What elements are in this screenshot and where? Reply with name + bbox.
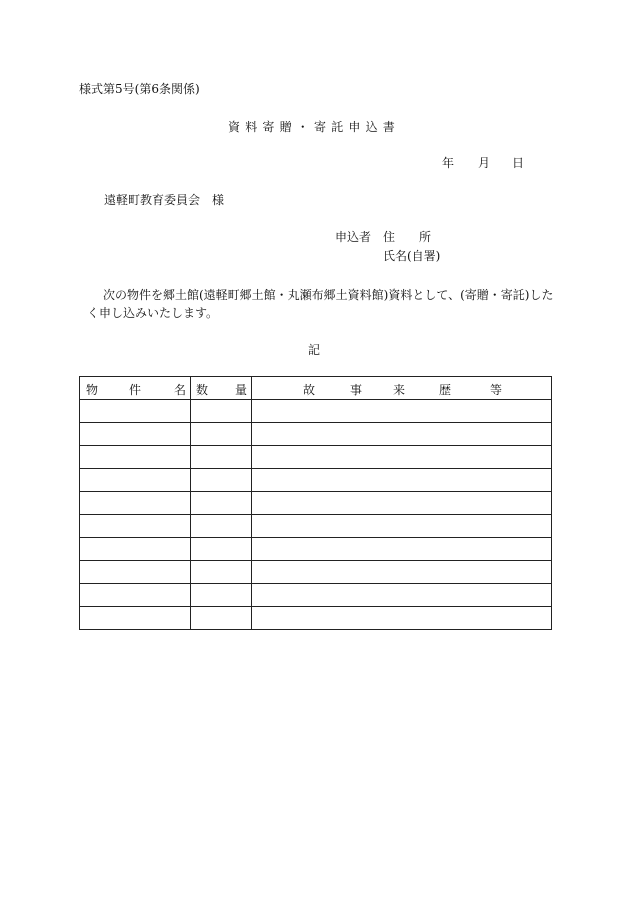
quantity-cell[interactable] <box>191 515 252 538</box>
header-item-char: 名 <box>174 383 187 397</box>
header-quantity-char: 数 <box>196 383 209 397</box>
item-name-cell[interactable] <box>80 561 191 584</box>
table-row <box>80 492 552 515</box>
address-label: 住 所 <box>383 230 438 244</box>
quantity-cell[interactable] <box>191 561 252 584</box>
table-header-row <box>80 377 552 400</box>
history-cell[interactable] <box>252 400 552 423</box>
quantity-cell[interactable] <box>191 492 252 515</box>
donation-items-table <box>79 376 552 630</box>
table-row <box>80 515 552 538</box>
item-name-cell[interactable] <box>80 515 191 538</box>
history-cell[interactable] <box>252 584 552 607</box>
header-quantity <box>191 377 252 400</box>
item-name-cell[interactable] <box>80 400 191 423</box>
item-name-cell[interactable] <box>80 607 191 630</box>
header-history-char: 事 <box>350 383 363 397</box>
table-row <box>80 469 552 492</box>
history-cell[interactable] <box>252 515 552 538</box>
application-statement: 次の物件を郷土館(遠軽町郷土館・丸瀬布郷土資料館)資料として、(寄贈・寄託)したく申し込みいたします。 <box>87 288 554 320</box>
recipient: 遠軽町教育委員会 様 <box>104 193 225 207</box>
date-year-label: 年 <box>442 156 455 170</box>
table-row <box>80 584 552 607</box>
table-row <box>80 538 552 561</box>
quantity-cell[interactable] <box>191 423 252 446</box>
table-row <box>80 446 552 469</box>
document-title: 資料寄贈・寄託申込書 <box>228 120 401 134</box>
item-name-cell[interactable] <box>80 423 191 446</box>
applicant-label: 申込者 <box>335 230 372 244</box>
header-quantity-char: 量 <box>235 383 248 397</box>
history-cell[interactable] <box>252 607 552 630</box>
header-item-char: 件 <box>129 383 142 397</box>
header-history <box>252 377 552 400</box>
header-item-name <box>80 377 191 400</box>
header-history-char: 等 <box>490 383 503 397</box>
ki-heading: 記 <box>308 343 321 357</box>
header-history-char: 歴 <box>439 383 452 397</box>
table-row <box>80 400 552 423</box>
header-item-char: 物 <box>86 383 99 397</box>
name-label: 氏名(自署) <box>383 249 441 263</box>
date-day-label: 日 <box>512 156 525 170</box>
quantity-cell[interactable] <box>191 584 252 607</box>
quantity-cell[interactable] <box>191 469 252 492</box>
history-cell[interactable] <box>252 538 552 561</box>
history-cell[interactable] <box>252 469 552 492</box>
item-name-cell[interactable] <box>80 584 191 607</box>
item-name-cell[interactable] <box>80 469 191 492</box>
table-row <box>80 561 552 584</box>
item-name-cell[interactable] <box>80 538 191 561</box>
quantity-cell[interactable] <box>191 400 252 423</box>
header-history-char: 来 <box>393 383 406 397</box>
table-row <box>80 423 552 446</box>
quantity-cell[interactable] <box>191 446 252 469</box>
history-cell[interactable] <box>252 423 552 446</box>
item-name-cell[interactable] <box>80 492 191 515</box>
history-cell[interactable] <box>252 492 552 515</box>
quantity-cell[interactable] <box>191 538 252 561</box>
history-cell[interactable] <box>252 446 552 469</box>
quantity-cell[interactable] <box>191 607 252 630</box>
form-number: 様式第5号(第6条関係) <box>79 82 200 96</box>
table-row <box>80 607 552 630</box>
item-name-cell[interactable] <box>80 446 191 469</box>
date-month-label: 月 <box>478 156 491 170</box>
history-cell[interactable] <box>252 561 552 584</box>
header-history-char: 故 <box>303 383 316 397</box>
